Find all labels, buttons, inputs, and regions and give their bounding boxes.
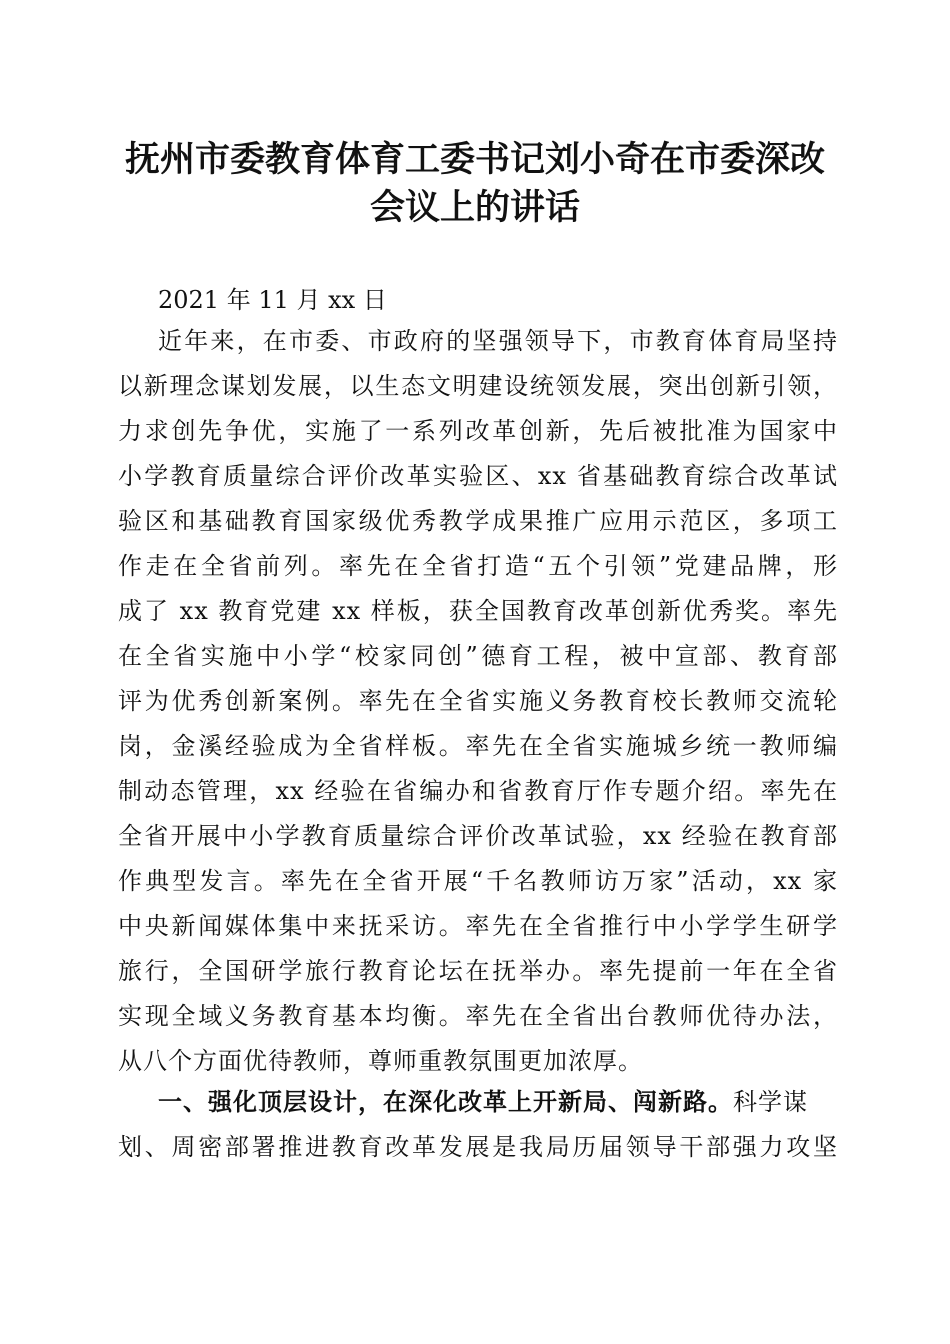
paragraph-1-line: 在全省实施中小学“校家同创”德育工程，被中宣部、教育部 xyxy=(118,642,838,670)
document-date: 2021 年 11 月 xx 日 xyxy=(158,286,387,314)
section-1-text-start: 科学谋 xyxy=(733,1088,808,1116)
document-title-line-1: 抚州市委教育体育工委书记刘小奇在市委深改 xyxy=(124,139,825,180)
paragraph-1-line: 评为优秀创新案例。率先在全省实施义务教育校长教师交流轮 xyxy=(118,687,838,715)
paragraph-1-line: 实现全域义务教育基本均衡。率先在全省出台教师优待办法， xyxy=(118,1002,838,1030)
paragraph-1-line: 全省开展中小学教育质量综合评价改革试验，xx 经验在教育部 xyxy=(118,822,838,850)
paragraph-1-line: 小学教育质量综合评价改革实验区、xx 省基础教育综合改革试 xyxy=(118,462,838,490)
paragraph-1-line: 岗，金溪经验成为全省样板。率先在全省实施城乡统一教师编 xyxy=(118,732,838,760)
section-1-line: 划、周密部署推进教育改革发展是我局历届领导干部强力攻坚 xyxy=(118,1133,838,1161)
paragraph-1-line: 以新理念谋划发展，以生态文明建设统领发展，突出创新引领， xyxy=(118,372,838,400)
paragraph-1-line: 制动态管理，xx 经验在省编办和省教育厅作专题介绍。率先在 xyxy=(118,777,838,805)
document-title-line-2: 会议上的讲话 xyxy=(369,187,580,228)
paragraph-1-line: 从八个方面优待教师，尊师重教氛围更加浓厚。 xyxy=(118,1047,643,1075)
section-1-first-line xyxy=(158,1084,838,1120)
paragraph-1-line: 验区和基础教育国家级优秀教学成果推广应用示范区，多项工 xyxy=(118,507,838,535)
paragraph-1-line: 作走在全省前列。率先在全省打造“五个引领”党建品牌，形 xyxy=(118,552,838,580)
section-1-heading: 一、强化顶层设计，在深化改革上开新局、闯新路。 xyxy=(158,1088,733,1116)
paragraph-1-line: 作典型发言。率先在全省开展“千名教师访万家”活动，xx 家 xyxy=(118,867,838,895)
paragraph-1-line: 成了 xx 教育党建 xx 样板，获全国教育改革创新优秀奖。率先 xyxy=(118,597,838,625)
paragraph-1-line: 近年来，在市委、市政府的坚强领导下，市教育体育局坚持 xyxy=(158,327,838,355)
paragraph-1-line: 中央新闻媒体集中来抚采访。率先在全省推行中小学学生研学 xyxy=(118,912,838,940)
paragraph-1-line: 力求创先争优，实施了一系列改革创新，先后被批准为国家中 xyxy=(118,417,838,445)
paragraph-1-line: 旅行，全国研学旅行教育论坛在抚举办。率先提前一年在全省 xyxy=(118,957,838,985)
